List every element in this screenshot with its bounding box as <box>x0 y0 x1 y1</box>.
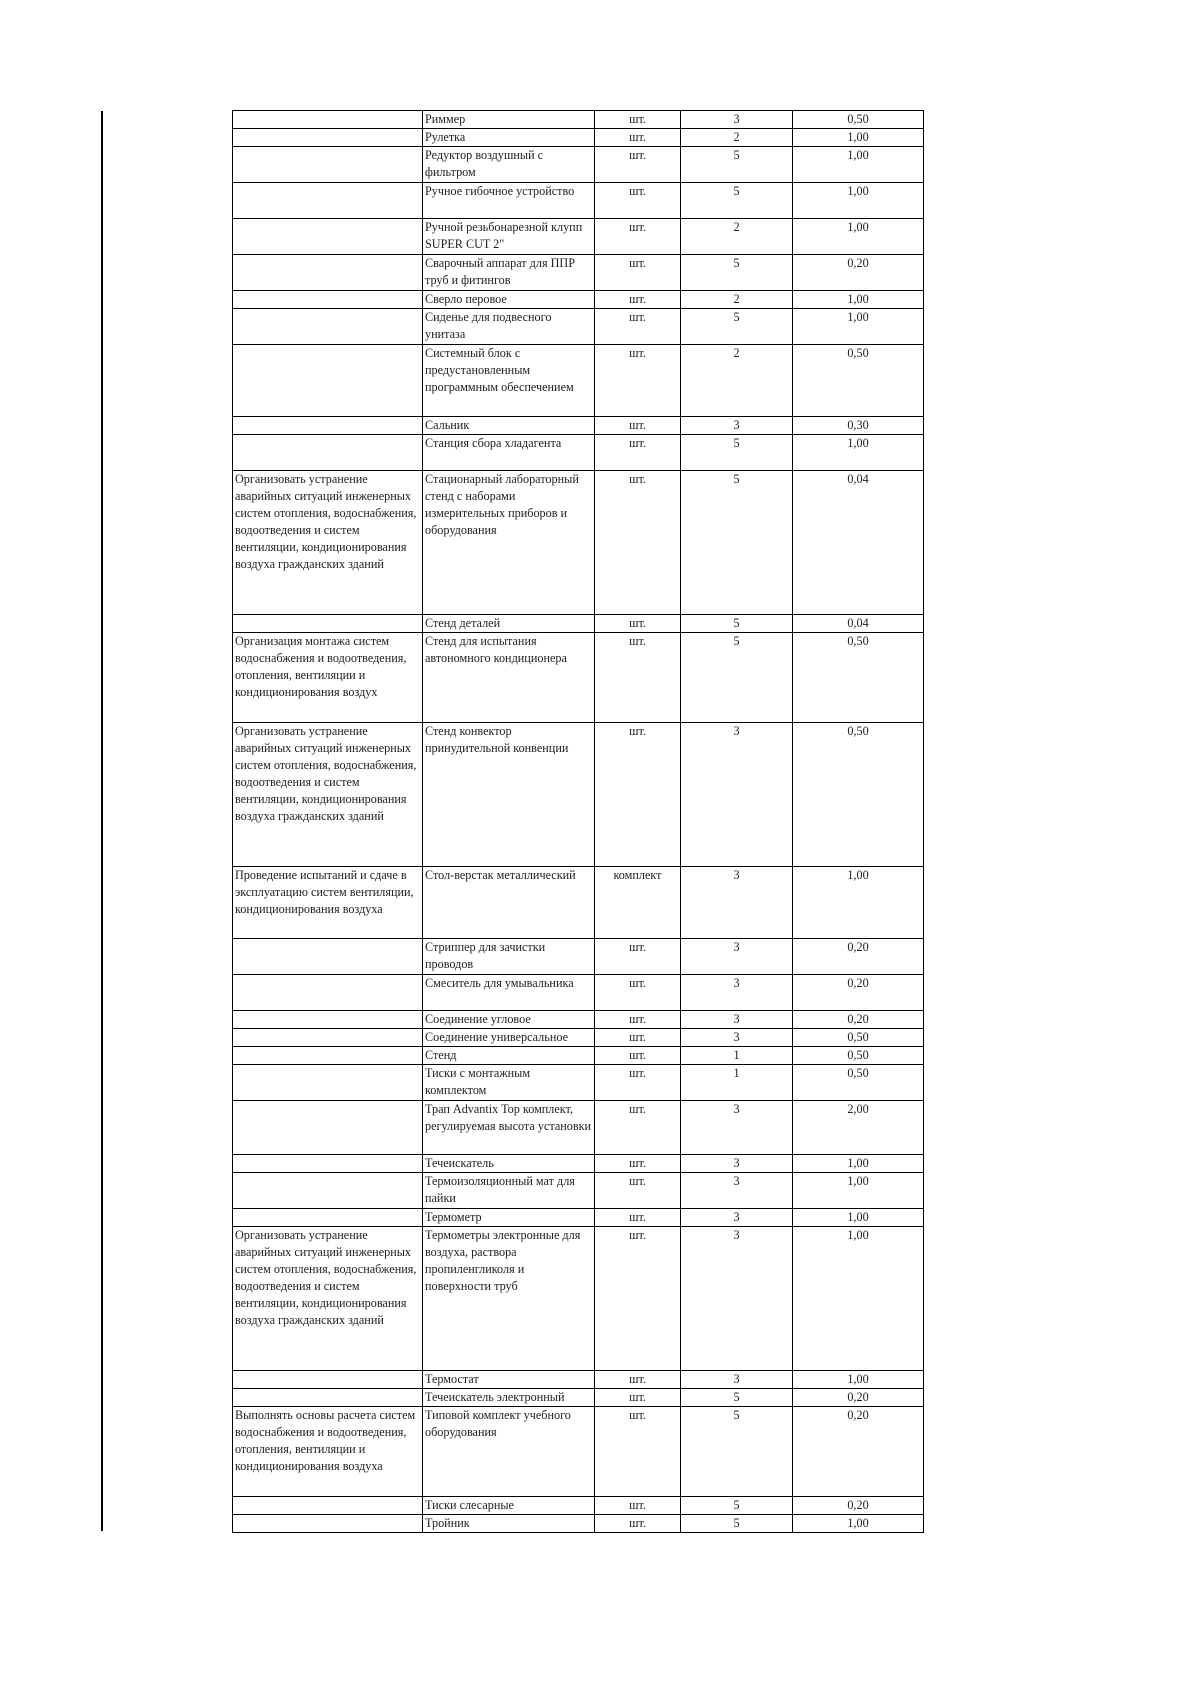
activity-cell <box>233 939 423 975</box>
unit-cell: шт. <box>595 255 681 291</box>
unit-cell: шт. <box>595 1389 681 1407</box>
equipment-name-cell: Стенд конвектор принудительной конвенции <box>423 723 595 867</box>
equipment-name-cell: Сальник <box>423 417 595 435</box>
activity-cell <box>233 1047 423 1065</box>
activity-cell: Организовать устранение аварийных ситуаций инженерных систем отопления, водоснабжения, водоотведения и систем вентиляции, кондиционирования воздуха гражданских зданий <box>233 471 423 615</box>
quantity-cell: 5 <box>681 633 793 723</box>
quantity-cell: 2 <box>681 345 793 417</box>
unit-cell: шт. <box>595 1011 681 1029</box>
table-row <box>233 723 924 867</box>
quantity-cell: 3 <box>681 1209 793 1227</box>
table-row <box>233 345 924 417</box>
norm-cell: 1,00 <box>793 1515 924 1533</box>
norm-cell: 0,50 <box>793 633 924 723</box>
table-row <box>233 1209 924 1227</box>
norm-cell: 1,00 <box>793 1209 924 1227</box>
norm-cell: 1,00 <box>793 309 924 345</box>
quantity-cell: 1 <box>681 1047 793 1065</box>
norm-cell: 1,00 <box>793 147 924 183</box>
activity-cell: Организовать устранение аварийных ситуаций инженерных систем отопления, водоснабжения, водоотведения и систем вентиляции, кондиционирования воздуха гражданских зданий <box>233 1227 423 1371</box>
activity-cell <box>233 1389 423 1407</box>
quantity-cell: 5 <box>681 471 793 615</box>
activity-cell: Выполнять основы расчета систем водоснабжения и водоотведения, отопления, вентиляции и кондиционирования воздуха <box>233 1407 423 1497</box>
activity-cell <box>233 1029 423 1047</box>
activity-cell <box>233 1155 423 1173</box>
unit-cell: шт. <box>595 309 681 345</box>
equipment-name-cell: Тиски с монтажным комплектом <box>423 1065 595 1101</box>
quantity-cell: 2 <box>681 129 793 147</box>
activity-cell <box>233 291 423 309</box>
equipment-name-cell: Редуктор воздушный с фильтром <box>423 147 595 183</box>
norm-cell: 0,20 <box>793 1011 924 1029</box>
table-row <box>233 219 924 255</box>
norm-cell: 0,04 <box>793 471 924 615</box>
table-row <box>233 975 924 1011</box>
table-row <box>233 147 924 183</box>
quantity-cell: 3 <box>681 939 793 975</box>
unit-cell: шт. <box>595 219 681 255</box>
unit-cell: шт. <box>595 1155 681 1173</box>
quantity-cell: 3 <box>681 1029 793 1047</box>
quantity-cell: 3 <box>681 975 793 1011</box>
table-row <box>233 1047 924 1065</box>
table-row <box>233 1227 924 1371</box>
norm-cell: 1,00 <box>793 183 924 219</box>
equipment-name-cell: Стол-верстак металлический <box>423 867 595 939</box>
table-row <box>233 1011 924 1029</box>
equipment-name-cell: Термометры электронные для воздуха, раствора пропиленгликоля и поверхности труб <box>423 1227 595 1371</box>
page-margin-line <box>101 111 103 1531</box>
equipment-name-cell: Смеситель для умывальника <box>423 975 595 1011</box>
norm-cell: 1,00 <box>793 435 924 471</box>
equipment-name-cell: Сверло перовое <box>423 291 595 309</box>
table-row <box>233 939 924 975</box>
unit-cell: шт. <box>595 1029 681 1047</box>
activity-cell <box>233 1101 423 1155</box>
equipment-name-cell: Соединение угловое <box>423 1011 595 1029</box>
unit-cell: шт. <box>595 183 681 219</box>
unit-cell: шт. <box>595 1497 681 1515</box>
equipment-name-cell: Тиски слесарные <box>423 1497 595 1515</box>
unit-cell: шт. <box>595 417 681 435</box>
equipment-name-cell: Типовой комплект учебного оборудования <box>423 1407 595 1497</box>
unit-cell: шт. <box>595 1173 681 1209</box>
quantity-cell: 1 <box>681 1065 793 1101</box>
table-row <box>233 1065 924 1101</box>
equipment-name-cell: Стенд для испытания автономного кондиционера <box>423 633 595 723</box>
equipment-name-cell: Риммер <box>423 111 595 129</box>
norm-cell: 0,50 <box>793 345 924 417</box>
equipment-name-cell: Термометр <box>423 1209 595 1227</box>
equipment-name-cell: Системный блок с предустановленным программным обеспечением <box>423 345 595 417</box>
table-row <box>233 471 924 615</box>
table-row <box>233 1029 924 1047</box>
norm-cell: 0,20 <box>793 1389 924 1407</box>
table-row <box>233 417 924 435</box>
unit-cell: шт. <box>595 1371 681 1389</box>
quantity-cell: 5 <box>681 183 793 219</box>
quantity-cell: 3 <box>681 1227 793 1371</box>
norm-cell: 1,00 <box>793 1155 924 1173</box>
unit-cell: шт. <box>595 1209 681 1227</box>
norm-cell: 0,20 <box>793 939 924 975</box>
quantity-cell: 5 <box>681 309 793 345</box>
equipment-table-body <box>233 111 924 1533</box>
norm-cell: 0,20 <box>793 1407 924 1497</box>
quantity-cell: 3 <box>681 417 793 435</box>
equipment-name-cell: Стационарный лабораторный стенд с наборами измерительных приборов и оборудования <box>423 471 595 615</box>
quantity-cell: 3 <box>681 1101 793 1155</box>
equipment-name-cell: Течеискатель <box>423 1155 595 1173</box>
equipment-name-cell: Ручное гибочное устройство <box>423 183 595 219</box>
table-row <box>233 1389 924 1407</box>
unit-cell: шт. <box>595 939 681 975</box>
table-row <box>233 255 924 291</box>
equipment-name-cell: Термостат <box>423 1371 595 1389</box>
norm-cell: 0,50 <box>793 1047 924 1065</box>
activity-cell <box>233 1011 423 1029</box>
equipment-name-cell: Рулетка <box>423 129 595 147</box>
unit-cell: шт. <box>595 723 681 867</box>
quantity-cell: 5 <box>681 1497 793 1515</box>
table-row <box>233 1407 924 1497</box>
table-row <box>233 435 924 471</box>
unit-cell: шт. <box>595 345 681 417</box>
table-row <box>233 615 924 633</box>
table-row <box>233 129 924 147</box>
unit-cell: шт. <box>595 1065 681 1101</box>
table-row <box>233 1173 924 1209</box>
unit-cell: шт. <box>595 633 681 723</box>
norm-cell: 1,00 <box>793 219 924 255</box>
unit-cell: шт. <box>595 471 681 615</box>
unit-cell: шт. <box>595 435 681 471</box>
quantity-cell: 5 <box>681 1407 793 1497</box>
norm-cell: 1,00 <box>793 129 924 147</box>
activity-cell <box>233 147 423 183</box>
quantity-cell: 5 <box>681 255 793 291</box>
activity-cell <box>233 111 423 129</box>
table-row <box>233 1155 924 1173</box>
equipment-name-cell: Стенд <box>423 1047 595 1065</box>
activity-cell: Организовать устранение аварийных ситуаций инженерных систем отопления, водоснабжения, водоотведения и систем вентиляции, кондиционирования воздуха гражданских зданий <box>233 723 423 867</box>
unit-cell: шт. <box>595 1047 681 1065</box>
activity-cell <box>233 1209 423 1227</box>
unit-cell: шт. <box>595 1515 681 1533</box>
quantity-cell: 5 <box>681 1389 793 1407</box>
norm-cell: 1,00 <box>793 1173 924 1209</box>
quantity-cell: 3 <box>681 723 793 867</box>
norm-cell: 0,20 <box>793 975 924 1011</box>
equipment-table <box>232 110 924 1533</box>
unit-cell: шт. <box>595 291 681 309</box>
table-row <box>233 1101 924 1155</box>
quantity-cell: 3 <box>681 111 793 129</box>
equipment-name-cell: Станция сбора хладагента <box>423 435 595 471</box>
norm-cell: 2,00 <box>793 1101 924 1155</box>
norm-cell: 0,30 <box>793 417 924 435</box>
equipment-name-cell: Термоизоляционный мат для пайки <box>423 1173 595 1209</box>
quantity-cell: 5 <box>681 1515 793 1533</box>
unit-cell: комплект <box>595 867 681 939</box>
norm-cell: 0,50 <box>793 111 924 129</box>
activity-cell <box>233 615 423 633</box>
unit-cell: шт. <box>595 147 681 183</box>
equipment-name-cell: Соединение универсальное <box>423 1029 595 1047</box>
activity-cell <box>233 417 423 435</box>
activity-cell <box>233 183 423 219</box>
activity-cell <box>233 975 423 1011</box>
quantity-cell: 5 <box>681 615 793 633</box>
table-row <box>233 111 924 129</box>
activity-cell <box>233 219 423 255</box>
quantity-cell: 2 <box>681 291 793 309</box>
activity-cell <box>233 1173 423 1209</box>
activity-cell <box>233 435 423 471</box>
norm-cell: 0,20 <box>793 255 924 291</box>
activity-cell <box>233 255 423 291</box>
quantity-cell: 3 <box>681 1173 793 1209</box>
activity-cell: Проведение испытаний и сдаче в эксплуатацию систем вентиляции, кондиционирования воздуха <box>233 867 423 939</box>
norm-cell: 0,50 <box>793 1065 924 1101</box>
equipment-name-cell: Трап Advantix Top комплект, регулируемая высота установки <box>423 1101 595 1155</box>
equipment-name-cell: Стриппер для зачистки проводов <box>423 939 595 975</box>
activity-cell <box>233 1515 423 1533</box>
norm-cell: 1,00 <box>793 291 924 309</box>
table-row <box>233 1371 924 1389</box>
activity-cell <box>233 1065 423 1101</box>
quantity-cell: 5 <box>681 435 793 471</box>
norm-cell: 0,20 <box>793 1497 924 1515</box>
table-row <box>233 633 924 723</box>
table-row <box>233 291 924 309</box>
activity-cell <box>233 345 423 417</box>
equipment-name-cell: Тройник <box>423 1515 595 1533</box>
equipment-name-cell: Стенд деталей <box>423 615 595 633</box>
table-row <box>233 1497 924 1515</box>
equipment-name-cell: Течеискатель электронный <box>423 1389 595 1407</box>
norm-cell: 1,00 <box>793 1371 924 1389</box>
activity-cell <box>233 129 423 147</box>
norm-cell: 0,50 <box>793 1029 924 1047</box>
unit-cell: шт. <box>595 1407 681 1497</box>
unit-cell: шт. <box>595 975 681 1011</box>
equipment-name-cell: Ручной резьбонарезной клупп SUPER CUT 2" <box>423 219 595 255</box>
table-row <box>233 1515 924 1533</box>
activity-cell: Организация монтажа систем водоснабжения и водоотведения, отопления, вентиляции и кондиционирования воздух <box>233 633 423 723</box>
unit-cell: шт. <box>595 615 681 633</box>
equipment-name-cell: Сварочный аппарат для ППР труб и фитингов <box>423 255 595 291</box>
unit-cell: шт. <box>595 129 681 147</box>
table-row <box>233 309 924 345</box>
norm-cell: 1,00 <box>793 1227 924 1371</box>
quantity-cell: 3 <box>681 867 793 939</box>
unit-cell: шт. <box>595 1227 681 1371</box>
quantity-cell: 3 <box>681 1371 793 1389</box>
activity-cell <box>233 1497 423 1515</box>
unit-cell: шт. <box>595 111 681 129</box>
activity-cell <box>233 1371 423 1389</box>
quantity-cell: 2 <box>681 219 793 255</box>
unit-cell: шт. <box>595 1101 681 1155</box>
quantity-cell: 3 <box>681 1011 793 1029</box>
norm-cell: 0,50 <box>793 723 924 867</box>
quantity-cell: 3 <box>681 1155 793 1173</box>
norm-cell: 0,04 <box>793 615 924 633</box>
norm-cell: 1,00 <box>793 867 924 939</box>
activity-cell <box>233 309 423 345</box>
quantity-cell: 5 <box>681 147 793 183</box>
table-row <box>233 183 924 219</box>
equipment-name-cell: Сиденье для подвесного унитаза <box>423 309 595 345</box>
table-row <box>233 867 924 939</box>
